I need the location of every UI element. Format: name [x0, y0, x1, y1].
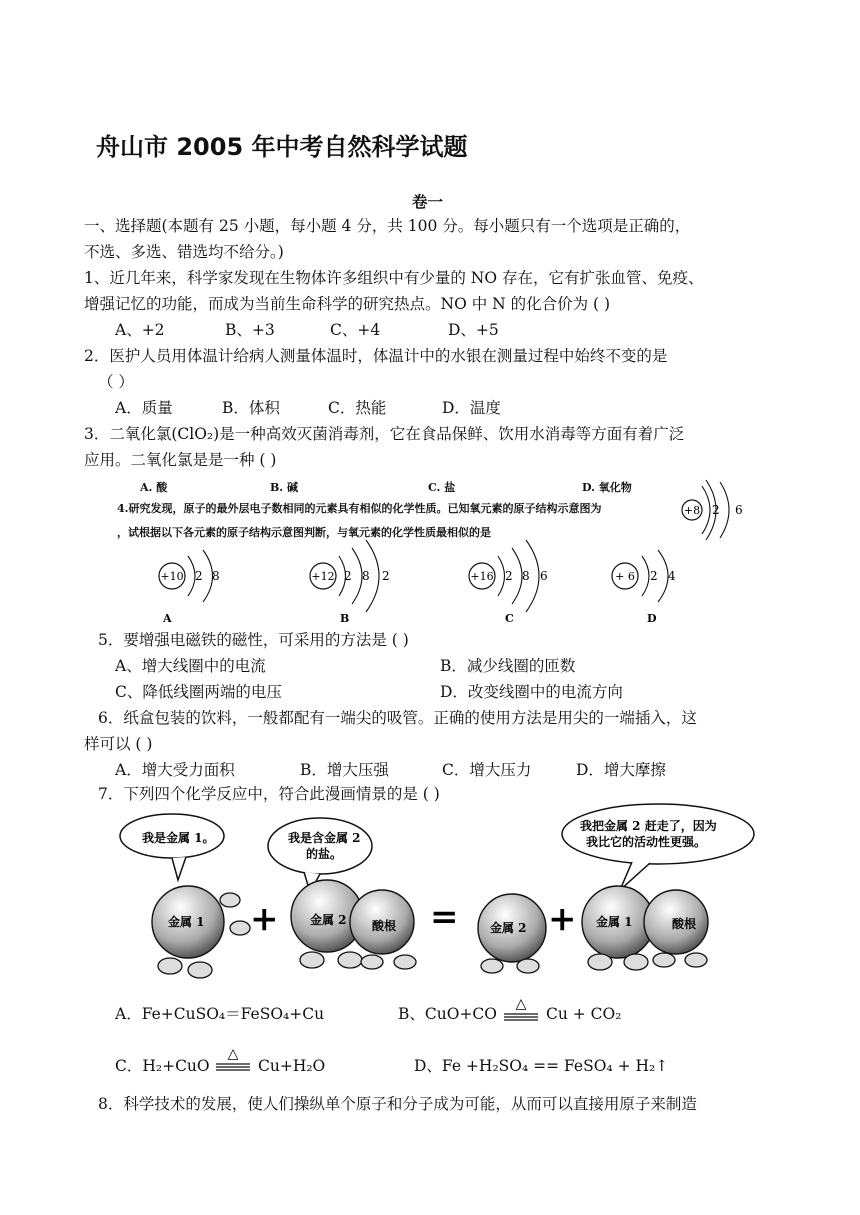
atom-a-letter: A	[163, 612, 172, 625]
atom-d-diagram	[612, 550, 676, 625]
atom-d-shell-2: 4	[668, 569, 676, 583]
plus-sign-1: +	[250, 899, 279, 939]
atom-c-diagram	[469, 540, 548, 625]
q7-option-c-right: Cu+H₂O	[258, 1057, 326, 1075]
atom-a-diagram	[159, 550, 220, 625]
q3-line-2: 应用。二氧化氯是是一种 ( )	[84, 451, 277, 469]
q1-line-2: 增强记忆的功能，而成为当前生命科学的研究热点。NO 中 N 的化合价为 ( )	[84, 295, 611, 313]
ball-metal2b-label: 金属 2	[490, 921, 527, 935]
q5-option-b: B．减少线圈的匝数	[440, 657, 576, 675]
q2-option-d: D．温度	[442, 399, 501, 417]
oxygen-atom-diagram	[682, 480, 743, 540]
equals-sign: =	[430, 897, 459, 937]
speech-bubble-2	[268, 818, 372, 874]
oxygen-shell-2: 6	[735, 503, 743, 517]
atom-b-shell-3: 2	[382, 569, 390, 583]
heat-symbol-b: △	[515, 996, 527, 1012]
q5-option-a: A、增大线圈中的电流	[115, 657, 266, 675]
q2-option-a: A．质量	[115, 399, 173, 417]
bubble-2-text-1: 我是含金属 2	[288, 831, 361, 845]
ball-acid2-label: 酸根	[672, 917, 697, 931]
oxygen-nucleus-label: +8	[683, 504, 701, 517]
atom-d-shell-1: 2	[650, 569, 658, 583]
q7-option-d: D、Fe +H₂SO₄ == FeSO₄ + H₂↑	[414, 1057, 669, 1075]
bubble-1-text: 我是金属 1。	[142, 831, 215, 845]
q1-option-b: B、+3	[225, 321, 275, 339]
q3-option-d: D. 氧化物	[582, 481, 632, 494]
atom-d-nucleus: + 6	[615, 570, 635, 583]
heat-equals-c	[212, 1044, 254, 1074]
bubble-3-text-1: 我把金属 2 赶走了，因为	[580, 819, 717, 833]
atom-c-shell-1: 2	[505, 569, 513, 583]
heat-equals-b	[500, 994, 542, 1024]
atom-a-shell-2: 8	[212, 569, 220, 583]
q6-option-d: D．增大摩擦	[576, 761, 666, 779]
q6-option-b: B．增大压强	[300, 761, 389, 779]
q3-line-1: 3．二氧化氯(ClO₂)是一种高效灭菌消毒剂，它在食品保鲜、饮用水消毒等方面有着广泛	[84, 425, 685, 443]
q1-line-1: 1、近几年来，科学家发现在生物体许多组织中有少量的 NO 存在，它有扩张血管、免疫、	[84, 269, 704, 287]
q5-option-d: D．改变线圈中的电流方向	[440, 683, 623, 701]
page-title: 舟山市 2005 年中考自然科学试题	[96, 133, 468, 161]
section-heading: 卷一	[412, 192, 444, 211]
q6-line-2: 样可以 ( )	[84, 735, 153, 753]
q2-option-c: C．热能	[328, 399, 387, 417]
atom-b-shell-2: 8	[362, 569, 370, 583]
ball-metal2-label: 金属 2	[310, 913, 347, 927]
q3-option-b: B. 碱	[270, 481, 298, 494]
heat-symbol-c: △	[227, 1046, 239, 1062]
q5-option-c: C、降低线圈两端的电压	[115, 683, 282, 701]
q7-line: 7．下列四个化学反应中，符合此漫画情景的是 ( )	[98, 785, 440, 803]
atom-b-nucleus: +12	[311, 570, 335, 583]
atom-b-letter: B	[340, 612, 350, 625]
atom-a-shell-1: 2	[195, 569, 203, 583]
q3-option-c: C. 盐	[428, 481, 456, 494]
q7-option-b-right: Cu + CO₂	[546, 1005, 622, 1023]
bubble-3-text-2: 我比它的活动性更强。	[586, 835, 707, 849]
q7-cartoon	[0, 800, 860, 985]
bubble-2-text-2: 的盐。	[306, 847, 343, 861]
oxygen-shell-1: 2	[712, 503, 720, 517]
q4-line-1: 4.研究发现，原子的最外层电子数相同的元素具有相似的化学性质。已知氧元素的原子结构示意图为	[117, 502, 602, 515]
atom-c-shell-3: 6	[540, 569, 548, 583]
atom-c-nucleus: +16	[470, 570, 494, 583]
q6-option-a: A．增大受力面积	[115, 761, 235, 779]
q6-option-c: C．增大压力	[442, 761, 532, 779]
atom-d-letter: D	[647, 612, 657, 625]
atom-c-letter: C	[505, 612, 514, 625]
q3-option-a: A. 酸	[140, 481, 168, 494]
q6-line-1: 6．纸盒包装的饮料，一般都配有一端尖的吸管。正确的使用方法是用尖的一端插入，这	[98, 709, 697, 727]
speech-bubble-3	[562, 804, 754, 864]
q5-line: 5．要增强电磁铁的磁性，可采用的方法是 ( )	[98, 631, 409, 649]
q2-line-1: 2．医护人员用体温计给病人测量体温时，体温计中的水银在测量过程中始终不变的是	[84, 347, 668, 365]
ball-acid-label: 酸根	[372, 919, 397, 933]
q2-option-b: B．体积	[222, 399, 280, 417]
q1-option-d: D、+5	[448, 321, 499, 339]
plus-sign-2: +	[548, 899, 577, 939]
intro-line-2: 不选、多选、错选均不给分。)	[84, 243, 284, 261]
q4-line-2: ，试根据以下各元素的原子结构示意图判断，与氧元素的化学性质最相似的是	[117, 526, 491, 539]
q1-option-a: A、+2	[115, 321, 165, 339]
ball-metal1-label: 金属 1	[168, 915, 205, 929]
ball-metal1b-label: 金属 1	[596, 915, 633, 929]
q7-option-a: A．Fe+CuSO₄＝FeSO₄+Cu	[115, 1005, 325, 1023]
atom-a-nucleus: +10	[160, 570, 184, 583]
intro-line-1: 一、选择题(本题有 25 小题，每小题 4 分，共 100 分。每小题只有一个选项是正确的，	[84, 217, 691, 235]
q7-option-c-left: C．H₂+CuO	[115, 1057, 210, 1075]
atom-b-shell-1: 2	[344, 569, 352, 583]
atom-b-diagram	[310, 540, 390, 625]
atom-c-shell-2: 8	[522, 569, 530, 583]
q8-line: 8．科学技术的发展，使人们操纵单个原子和分子成为可能，从而可以直接用原子来制造	[98, 1095, 697, 1113]
q7-option-b-left: B、CuO+CO	[398, 1005, 497, 1023]
q2-line-2: （ ）	[98, 373, 134, 391]
q1-option-c: C、+4	[330, 321, 381, 339]
